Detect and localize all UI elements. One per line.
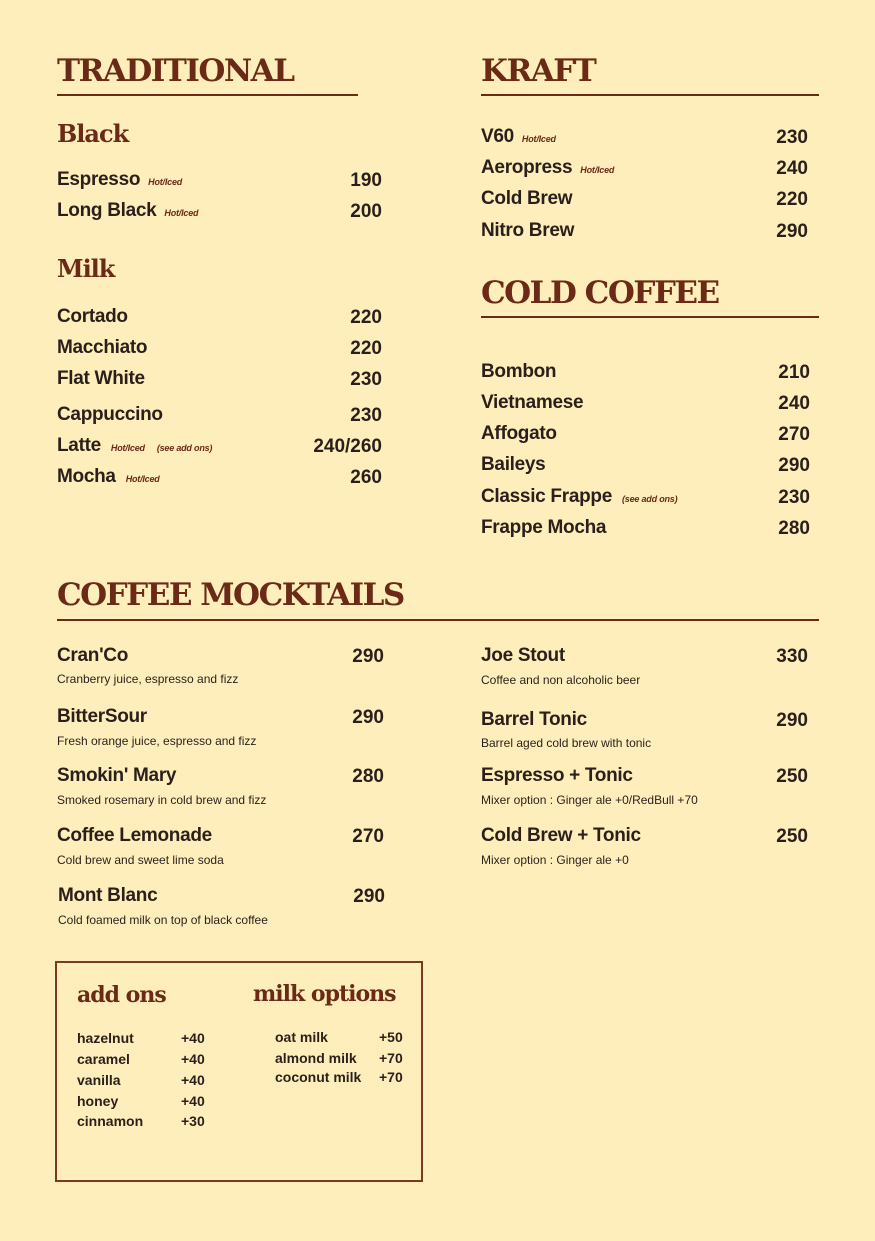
menu-item-latte: Latte Hot/Iced (see add ons) xyxy=(57,435,213,456)
menu-item-nitro-brew: Nitro Brew xyxy=(481,220,575,241)
addon-item-cinnamon: cinnamon xyxy=(77,1113,144,1129)
menu-price: 260 xyxy=(350,467,382,488)
menu-price: 290 xyxy=(776,710,808,731)
section-title-coffee-mocktails: COFFEE MOCKTAILS xyxy=(57,577,404,613)
menu-item-mont-blanc: Mont Blanc xyxy=(58,885,158,906)
menu-item-flat-white: Flat White xyxy=(57,368,145,389)
divider xyxy=(481,316,819,318)
menu-item-coffee-lemonade: Coffee Lemonade xyxy=(57,825,212,846)
menu-price: 240/260 xyxy=(313,436,382,457)
menu-item-espresso-tonic: Espresso + Tonic xyxy=(481,765,633,786)
menu-price: 230 xyxy=(350,405,382,426)
menu-item-description: Barrel aged cold brew with tonic xyxy=(481,736,652,750)
menu-price: 240 xyxy=(778,393,810,414)
menu-item-aeropress: Aeropress Hot/Iced xyxy=(481,157,615,178)
menu-price: 220 xyxy=(350,307,382,328)
menu-item-bittersour: BitterSour xyxy=(57,706,147,727)
menu-price: 330 xyxy=(776,646,808,667)
menu-item-joe-stout: Joe Stout xyxy=(481,645,565,666)
milk-options-title: milk options xyxy=(253,981,396,1007)
addon-price: +40 xyxy=(181,1072,205,1088)
addons-title: add ons xyxy=(77,982,166,1008)
menu-item-description: Fresh orange juice, espresso and fizz xyxy=(57,734,257,748)
menu-item-cappuccino: Cappuccino xyxy=(57,404,163,425)
milk-option-price: +50 xyxy=(379,1029,403,1045)
section-title-traditional: TRADITIONAL xyxy=(57,53,294,89)
menu-item-smokin-mary: Smokin' Mary xyxy=(57,765,177,786)
addon-price: +40 xyxy=(181,1030,205,1046)
menu-price: 280 xyxy=(352,766,384,787)
menu-price: 250 xyxy=(776,826,808,847)
menu-price: 230 xyxy=(778,487,810,508)
menu-item-description: Cold brew and sweet lime soda xyxy=(57,853,224,867)
addon-price: +40 xyxy=(181,1051,205,1067)
subsection-title-black: Black xyxy=(57,119,129,148)
divider xyxy=(57,619,819,621)
milk-option-almond: almond milk xyxy=(275,1050,357,1066)
menu-item-description: Mixer option : Ginger ale +0/RedBull +70 xyxy=(481,793,698,807)
menu-item-barrel-tonic: Barrel Tonic xyxy=(481,709,587,730)
divider xyxy=(57,94,358,96)
menu-item-mocha: Mocha Hot/Iced xyxy=(57,466,160,487)
menu-item-cold-brew: Cold Brew xyxy=(481,188,573,209)
menu-price: 220 xyxy=(350,338,382,359)
menu-item-macchiato: Macchiato xyxy=(57,337,148,358)
addon-price: +40 xyxy=(181,1093,205,1109)
menu-price: 270 xyxy=(352,826,384,847)
menu-price: 290 xyxy=(353,886,385,907)
menu-price: 190 xyxy=(350,170,382,191)
menu-item-espresso: Espresso Hot/Iced xyxy=(57,169,183,190)
addon-price: +30 xyxy=(181,1113,205,1129)
menu-item-bombon: Bombon xyxy=(481,361,557,382)
menu-price: 270 xyxy=(778,424,810,445)
addon-item-vanilla: vanilla xyxy=(77,1072,121,1088)
menu-price: 280 xyxy=(778,518,810,539)
menu-price: 250 xyxy=(776,766,808,787)
menu-item-cold-brew-tonic: Cold Brew + Tonic xyxy=(481,825,641,846)
menu-price: 240 xyxy=(776,158,808,179)
divider xyxy=(481,94,819,96)
menu-price: 290 xyxy=(352,707,384,728)
menu-price: 200 xyxy=(350,201,382,222)
milk-option-coconut: coconut milk xyxy=(275,1069,362,1085)
menu-price: 210 xyxy=(778,362,810,383)
milk-option-price: +70 xyxy=(379,1069,403,1085)
addon-item-hazelnut: hazelnut xyxy=(77,1030,134,1046)
menu-item-description: Cold foamed milk on top of black coffee xyxy=(58,913,268,927)
menu-item-description: Coffee and non alcoholic beer xyxy=(481,673,641,687)
menu-item-classic-frappe: Classic Frappe (see add ons) xyxy=(481,486,678,507)
milk-option-oat: oat milk xyxy=(275,1029,328,1045)
menu-price: 220 xyxy=(776,189,808,210)
menu-item-baileys: Baileys xyxy=(481,454,546,475)
menu-price: 230 xyxy=(350,369,382,390)
menu-item-description: Mixer option : Ginger ale +0 xyxy=(481,853,629,867)
menu-price: 290 xyxy=(776,221,808,242)
menu-item-frappe-mocha: Frappe Mocha xyxy=(481,517,607,538)
menu-item-vietnamese: Vietnamese xyxy=(481,392,584,413)
menu-item-description: Cranberry juice, espresso and fizz xyxy=(57,672,239,686)
addon-item-caramel: caramel xyxy=(77,1051,130,1067)
menu-item-cranco: Cran'Co xyxy=(57,645,129,666)
menu-item-description: Smoked rosemary in cold brew and fizz xyxy=(57,793,267,807)
milk-option-price: +70 xyxy=(379,1050,403,1066)
menu-price: 290 xyxy=(352,646,384,667)
section-title-kraft: KRAFT xyxy=(481,53,596,89)
menu-item-v60: V60 Hot/Iced xyxy=(481,126,556,147)
subsection-title-milk: Milk xyxy=(57,254,115,283)
section-title-cold-coffee: COLD COFFEE xyxy=(481,275,719,311)
menu-item-long-black: Long Black Hot/Iced xyxy=(57,200,199,221)
addon-item-honey: honey xyxy=(77,1093,119,1109)
menu-item-affogato: Affogato xyxy=(481,423,557,444)
menu-price: 230 xyxy=(776,127,808,148)
menu-item-cortado: Cortado xyxy=(57,306,128,327)
menu-price: 290 xyxy=(778,455,810,476)
